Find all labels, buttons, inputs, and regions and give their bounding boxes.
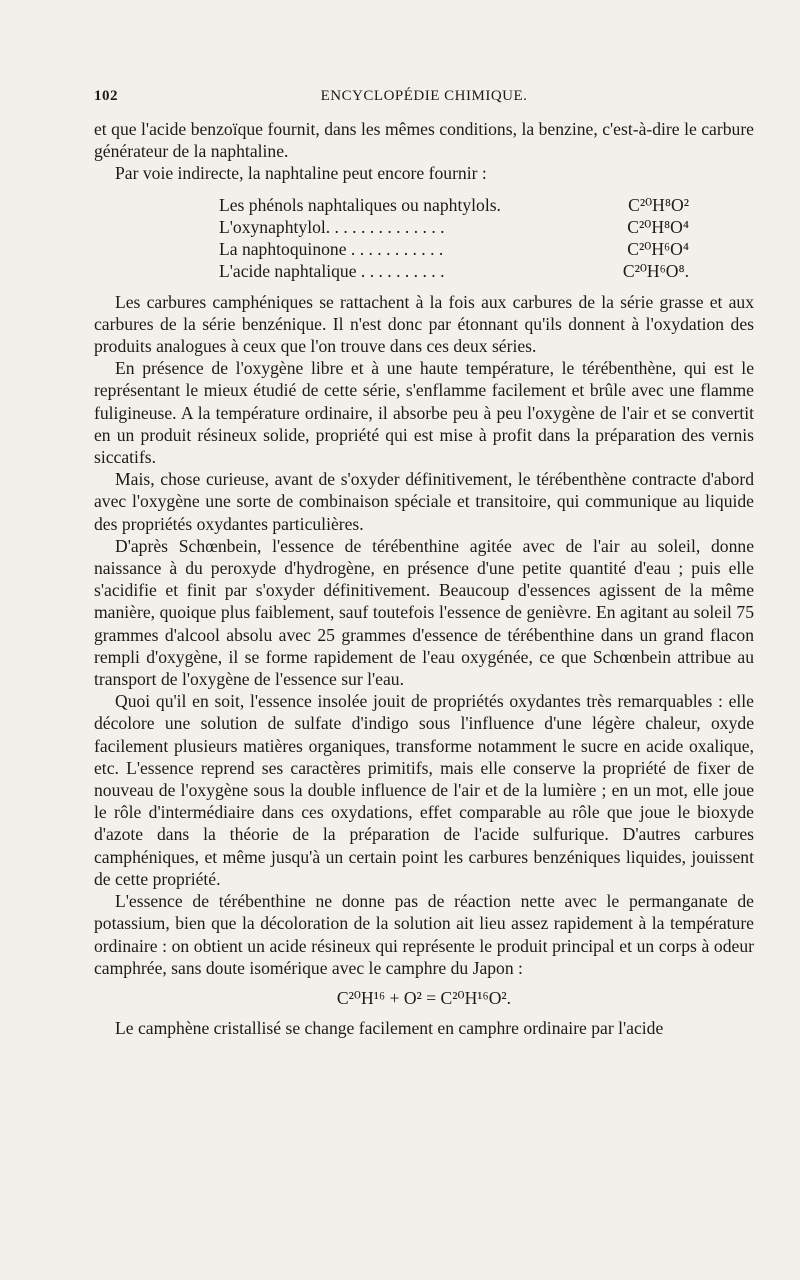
paragraph-curious: Mais, chose curieuse, avant de s'oxyder définitivement, le térébenthène contracte d'abord avec l'oxygène une sorte de combinaison spéciale et transitoire, qui communique au liquide des propriétés oxydantes particulières. (94, 469, 754, 534)
compound-name: La naphtoquinone . . . . . . . . . . . (219, 238, 444, 259)
running-head: ENCYCLOPÉDIE CHIMIQUE. (320, 88, 528, 104)
paragraph-carbures: Les carbures camphéniques se rattachent à la fois aux carbures de la série grasse et aux carbures de la série benzénique. Il n'est donc par étonnant qu'ils donnent à l'oxydation des produits analogues à ceux que l'on trouve dans ces deux séries. (94, 291, 754, 357)
list-item (219, 216, 689, 238)
compound-formula: C²⁰H⁶O⁸. (622, 260, 689, 281)
compound-formula: C²⁰H⁸O⁴ (627, 216, 689, 237)
compound-name: L'oxynaphtylol. . . . . . . . . . . . . . (219, 216, 445, 237)
compound-list (219, 194, 689, 282)
list-item (219, 238, 689, 260)
compound-name: Les phénols naphtaliques ou naphtylols. (219, 194, 501, 215)
page-header (94, 88, 754, 110)
page-number: 102 (94, 88, 118, 104)
list-item (219, 194, 689, 216)
paragraph-essence-insolee: Quoi qu'il en soit, l'essence insolée jouit de propriétés oxydantes très remarquables : elle décolore une solution de sulfate d'indigo sous l'influence d'une légère chaleur, oxyde facilement plusieurs matières organiques, transforme notamment le sucre en acide oxalique, etc. L'essence reprend ses caractères primitifs, mais elle conserve la propriété de fixer de nouveau de l'oxygène sous la double influence de l'air et de la lumière ; en un mot, elle joue le rôle d'intermédiaire dans ces oxydations, effet comparable au rôle que joue le bioxyde d'azote dans la théorie de la préparation de l'acide sulfurique. D'autres carbures camphéniques, et même jusqu'à un certain point les carbures benzéniques liquides, jouissent de cette propriété. (94, 691, 754, 889)
paragraph-permanganate: L'essence de térébenthine ne donne pas de réaction nette avec le permanganate de potassium, bien que la décoloration de la solution ait lieu assez rapidement à la température ordinaire : on obtient un acide résineux qui représente le produit principal et un corps à odeur camphrée, sans doute isomérique avec le camphre du Japon : (94, 891, 754, 978)
paragraph-camphene: Le camphène cristallisé se change facilement en camphre ordinaire par l'acide (115, 1018, 664, 1039)
list-item (219, 260, 689, 282)
body-text (94, 118, 754, 1039)
paragraph-continuation: et que l'acide benzoïque fournit, dans les mêmes conditions, la benzine, c'est-à-dire le carbure générateur de la naphtaline. (94, 119, 754, 162)
compound-formula: C²⁰H⁶O⁴ (627, 238, 689, 259)
paragraph-intro-list: Par voie indirecte, la naphtaline peut encore fournir : (115, 163, 487, 184)
compound-name: L'acide naphtalique . . . . . . . . . . (219, 260, 445, 281)
paragraph-terebenthene: En présence de l'oxygène libre et à une haute température, le térébenthène, qui est le représentant le mieux étudié de cette série, s'enflamme facilement et brûle avec une flamme fuligineuse. A la température ordinaire, il absorbe peu à peu l'oxygène de l'air et se convertit en un produit résineux solide, propriété qui est mise à profit dans la préparation des vernis siccatifs. (94, 358, 754, 468)
compound-formula: C²⁰H⁸O² (628, 194, 689, 215)
chemical-equation: C²⁰H¹⁶ + O² = C²⁰H¹⁶O². (336, 987, 512, 1008)
paragraph-schoenbein: D'après Schœnbein, l'essence de térébenthine agitée avec de l'air au soleil, donne naissance à du peroxyde d'hydrogène, en présence d'une petite quantité d'eau ; puis elle s'acidifie et finit par s'oxyder définitivement. Beaucoup d'essences agissent de la même manière, quoique plus faiblement, sauf toutefois l'essence de genièvre. En agitant au soleil 75 grammes d'alcool absolu avec 25 grammes d'essence de térébenthine dans un grand flacon rempli d'oxygène, il se forme rapidement de l'eau oxygénée, ce que Schœnbein attribue au transport de l'oxygène de l'essence sur l'eau. (94, 535, 754, 690)
